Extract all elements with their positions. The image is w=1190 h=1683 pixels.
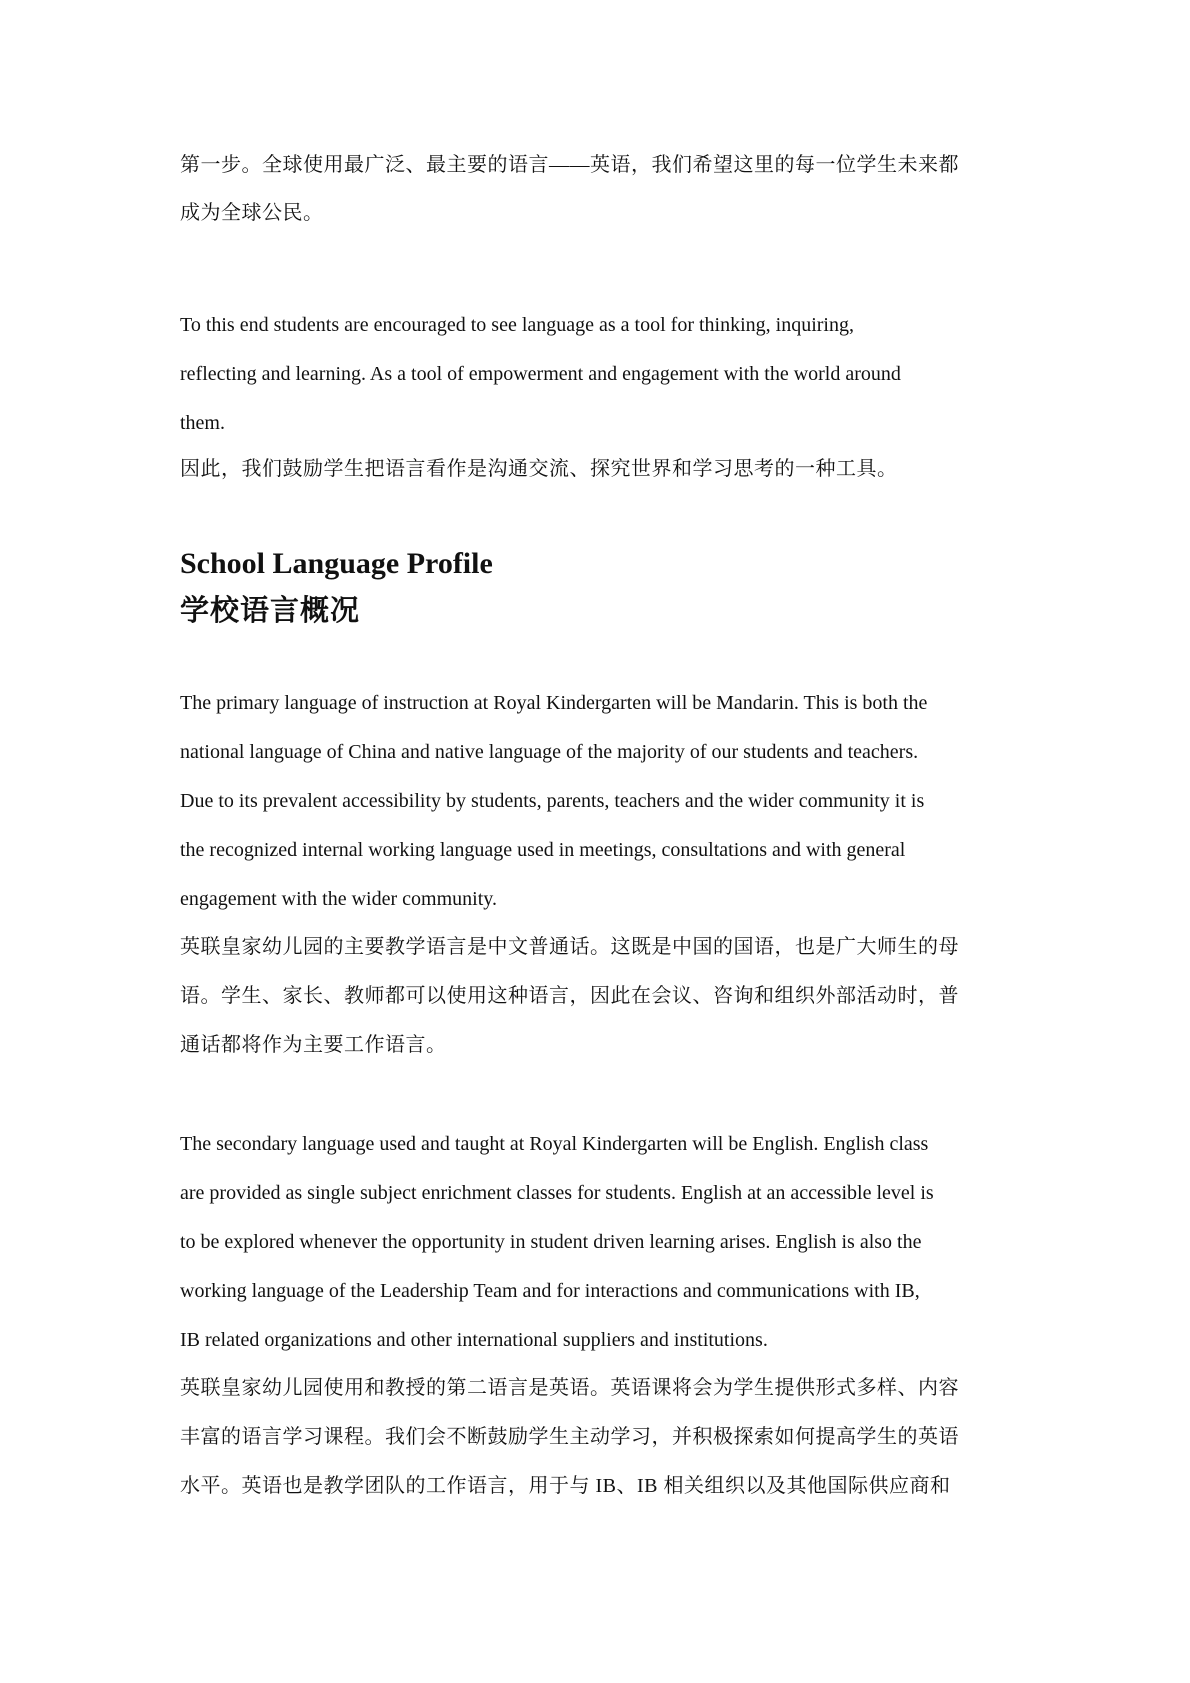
paragraph-line: 成为全球公民。: [180, 202, 324, 224]
paragraph-line: working language of the Leadership Team and for interactions and communications with IB,: [180, 1280, 920, 1302]
paragraph-line: 丰富的语言学习课程。我们会不断鼓励学生主动学习，并积极探索如何提高学生的英语: [180, 1426, 959, 1448]
paragraph-line: to be explored whenever the opportunity in student driven learning arises. English is also the: [180, 1231, 922, 1253]
paragraph-line: Due to its prevalent accessibility by students, parents, teachers and the wider community it is: [180, 790, 925, 812]
paragraph-line: 英联皇家幼儿园的主要教学语言是中文普通话。这既是中国的国语，也是广大师生的母: [180, 936, 959, 958]
paragraph-line: 因此，我们鼓励学生把语言看作是沟通交流、探究世界和学习思考的一种工具。: [180, 458, 898, 480]
paragraph-line: To this end students are encouraged to see language as a tool for thinking, inquiring,: [180, 314, 854, 336]
paragraph-line: 语。学生、家长、教师都可以使用这种语言，因此在会议、咨询和组织外部活动时，普: [180, 985, 959, 1007]
section-title-en: School Language Profile: [180, 547, 493, 580]
paragraph-line: 水平。英语也是教学团队的工作语言，用于与 IB、IB 相关组织以及其他国际供应商和: [180, 1475, 951, 1497]
paragraph-line: The primary language of instruction at Royal Kindergarten will be Mandarin. This is both the: [180, 692, 928, 714]
paragraph-line: reflecting and learning. As a tool of empowerment and engagement with the world around: [180, 363, 901, 385]
paragraph-line: 通话都将作为主要工作语言。: [180, 1034, 447, 1056]
paragraph-line: the recognized internal working language used in meetings, consultations and with general: [180, 839, 906, 861]
paragraph-line: The secondary language used and taught at Royal Kindergarten will be English. English class: [180, 1133, 929, 1155]
paragraph-line: national language of China and native language of the majority of our students and teachers.: [180, 741, 919, 763]
paragraph-line: are provided as single subject enrichment classes for students. English at an accessible level is: [180, 1182, 934, 1204]
paragraph-line: IB related organizations and other international suppliers and institutions.: [180, 1329, 768, 1351]
paragraph-line: them.: [180, 412, 225, 434]
paragraph-line: 第一步。全球使用最广泛、最主要的语言——英语，我们希望这里的每一位学生未来都: [180, 154, 959, 176]
section-title-zh: 学校语言概况: [180, 595, 361, 627]
paragraph-line: 英联皇家幼儿园使用和教授的第二语言是英语。英语课将会为学生提供形式多样、内容: [180, 1377, 959, 1399]
paragraph-line: engagement with the wider community.: [180, 888, 497, 910]
